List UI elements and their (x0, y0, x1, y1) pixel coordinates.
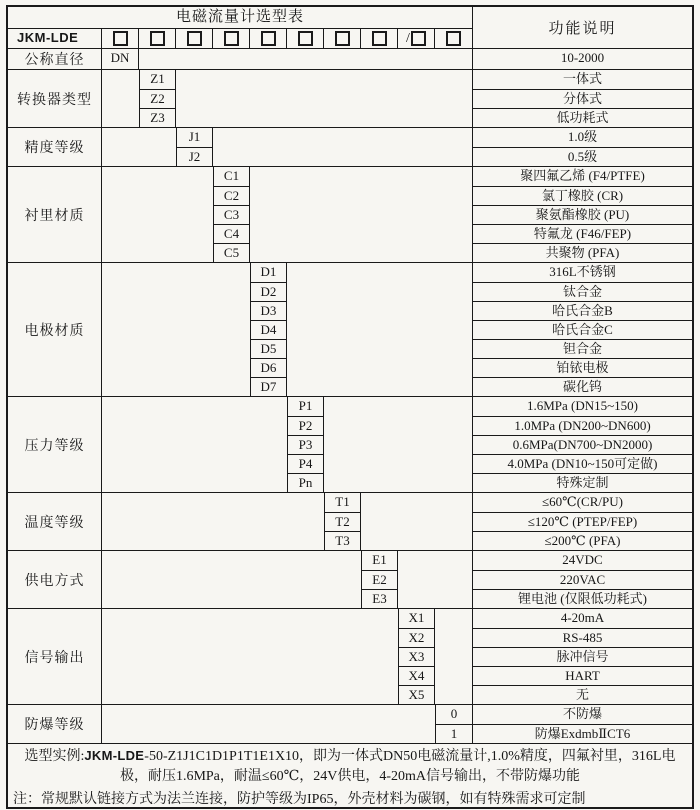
description-cell: 钛合金 (473, 282, 692, 301)
code-cell: P3 (288, 435, 323, 454)
code-cell: P2 (288, 416, 323, 435)
model-checkbox[interactable] (113, 31, 128, 46)
description-cell: 铂铱电极 (473, 358, 692, 377)
description-column (472, 551, 692, 608)
code-cell: E2 (362, 570, 397, 589)
header-left (8, 7, 472, 48)
code-column (250, 263, 287, 396)
description-cell: 防爆ExdmbⅡCT6 (473, 724, 692, 743)
merged-empty-cell (398, 551, 472, 608)
description-cell: 哈氏合金B (473, 301, 692, 320)
description-column (472, 49, 692, 69)
merged-empty-cell (213, 128, 472, 166)
description-cell: 4.0MPa (DN10~150可定做) (473, 454, 692, 473)
description-cell: 1.0MPa (DN200~DN600) (473, 416, 692, 435)
code-cell: T1 (335, 494, 350, 509)
code-cell: D3 (251, 301, 286, 320)
description-column (472, 705, 692, 743)
code-column (287, 397, 324, 492)
category-label: 精度等级 (8, 128, 102, 166)
function-description-header: 功能说明 (472, 7, 692, 48)
merged-empty-cell (102, 705, 435, 743)
description-cell: 316L不锈钢 (549, 264, 616, 279)
model-checkbox[interactable] (150, 31, 165, 46)
model-checkbox-cell (250, 29, 287, 48)
description-cell: 聚四氟乙烯 (F4/PTFE) (520, 168, 645, 183)
description-column (472, 128, 692, 166)
category-label: 衬里材质 (8, 167, 102, 262)
model-checkbox-cell (398, 29, 435, 48)
description-cell: RS-485 (473, 628, 692, 647)
description-cell: 4-20mA (560, 610, 605, 625)
code-column (398, 609, 435, 704)
description-column (472, 167, 692, 262)
description-cell: 钽合金 (473, 339, 692, 358)
description-column (472, 493, 692, 550)
code-cell: X1 (408, 610, 425, 625)
category-label: 温度等级 (8, 493, 102, 550)
description-cell: 0.5级 (473, 147, 692, 166)
category-label: 电极材质 (8, 263, 102, 396)
merged-empty-cell (102, 128, 176, 166)
model-checkbox[interactable] (411, 31, 426, 46)
description-cell: 共聚物 (PFA) (473, 243, 692, 262)
section-row-group (8, 704, 692, 743)
model-checkbox-cell (287, 29, 324, 48)
description-cell: 聚氨酯橡胶 (PU) (473, 205, 692, 224)
section-row-group (8, 69, 692, 127)
section-row-group (8, 396, 692, 492)
description-cell: 分体式 (473, 89, 692, 108)
merged-empty-cell (324, 397, 472, 492)
table-title: 电磁流量计选型表 (8, 7, 472, 29)
code-cell: J2 (177, 147, 212, 166)
code-cell: T2 (325, 512, 360, 531)
code-cell: P4 (288, 454, 323, 473)
merged-empty-cell (176, 70, 472, 127)
selection-sections (8, 48, 692, 743)
description-cell: 不防爆 (562, 706, 602, 721)
section-row-group (8, 608, 692, 704)
code-cell: E3 (362, 589, 397, 608)
description-cell: 24VDC (562, 552, 603, 567)
merged-empty-cell (361, 493, 472, 550)
code-column (435, 705, 472, 743)
description-cell: 无 (473, 685, 692, 704)
description-column (472, 263, 692, 396)
model-prefix-label: JKM-LDE (8, 29, 102, 48)
category-label: 防爆等级 (8, 705, 102, 743)
merged-empty-cell (102, 493, 324, 550)
example-text: -50-Z1J1C1D1P1T1E1X10，即为一体式DN50电磁流量计,1.0%精度，四氟衬里，316L电极，耐压1.6MPa，耐温≤60℃，24V供电，4-20mA信号输出，不带防爆功能 (119, 749, 676, 784)
code-cell: Z2 (140, 89, 175, 108)
model-checkbox[interactable] (187, 31, 202, 46)
code-column (176, 128, 213, 166)
description-cell: 1.6MPa (DN15~150) (526, 398, 639, 413)
code-column (361, 551, 398, 608)
model-checkbox-cell (435, 29, 472, 48)
merged-empty-cell (287, 263, 472, 396)
code-cell: D2 (251, 282, 286, 301)
code-cell: Pn (288, 473, 323, 492)
model-checkbox-cell (139, 29, 176, 48)
description-cell: 低功耗式 (473, 108, 692, 127)
code-cell: C3 (214, 205, 249, 224)
description-cell: ≤200℃ (PFA) (473, 531, 692, 550)
slash-separator: / (406, 30, 410, 46)
code-cell: J1 (188, 129, 201, 144)
description-cell: 特氟龙 (F46/FEP) (473, 224, 692, 243)
model-checkbox[interactable] (372, 31, 387, 46)
code-cell: D6 (251, 358, 286, 377)
model-checkbox-cell (324, 29, 361, 48)
code-cell: C1 (223, 168, 240, 183)
code-cell: X2 (399, 628, 434, 647)
code-cell: D4 (251, 320, 286, 339)
code-cell: X4 (399, 666, 434, 685)
model-checkbox[interactable] (446, 31, 461, 46)
selection-example (8, 743, 692, 788)
description-cell: 特殊定制 (473, 473, 692, 492)
description-cell: 锂电池 (仅限低功耗式) (473, 589, 692, 608)
section-row-group (8, 166, 692, 262)
description-cell: 0.6MPa(DN700~DN2000) (473, 435, 692, 454)
model-checkbox[interactable] (224, 31, 239, 46)
code-cell: D5 (251, 339, 286, 358)
merged-empty-cell (139, 49, 472, 69)
description-column (472, 70, 692, 127)
category-label: 供电方式 (8, 551, 102, 608)
selection-table (6, 5, 694, 809)
model-checkbox-cell (176, 29, 213, 48)
model-code-row (8, 29, 472, 48)
code-cell: P1 (298, 398, 313, 413)
code-cell: Z1 (150, 71, 165, 86)
merged-empty-cell (102, 609, 398, 704)
code-column (102, 49, 139, 69)
code-cell: DN (110, 50, 130, 65)
merged-empty-cell (102, 70, 139, 127)
code-cell: C2 (214, 186, 249, 205)
example-label: 选型实例: (24, 749, 85, 764)
category-label: 信号输出 (8, 609, 102, 704)
description-cell: 220VAC (473, 570, 692, 589)
code-cell: X5 (399, 685, 434, 704)
merged-empty-cell (435, 609, 472, 704)
model-checkbox[interactable] (335, 31, 350, 46)
code-column (139, 70, 176, 127)
code-column (213, 167, 250, 262)
section-row-group (8, 262, 692, 396)
merged-empty-cell (250, 167, 472, 262)
merged-empty-cell (102, 167, 213, 262)
model-checkbox-cell (102, 29, 139, 48)
description-cell: 脉冲信号 (473, 647, 692, 666)
code-column (324, 493, 361, 550)
section-row-group (8, 127, 692, 166)
description-cell: 碳化钨 (473, 377, 692, 396)
model-checkbox-strip (102, 29, 472, 48)
description-cell: HART (473, 666, 692, 685)
description-cell: 1.0级 (567, 129, 598, 144)
section-row-group (8, 48, 692, 69)
model-checkbox-cell (213, 29, 250, 48)
merged-empty-cell (102, 397, 287, 492)
example-model: JKM-LDE (84, 748, 145, 763)
description-column (472, 609, 692, 704)
description-cell: ≤60℃(CR/PU) (542, 494, 623, 509)
merged-empty-cell (102, 551, 361, 608)
model-checkbox[interactable] (261, 31, 276, 46)
code-cell: 0 (450, 706, 458, 721)
description-cell: ≤120℃ (PTEP/FEP) (473, 512, 692, 531)
category-label: 压力等级 (8, 397, 102, 492)
code-cell: X3 (399, 647, 434, 666)
footnote: 注：常规默认链接方式为法兰连接，防护等级为IP65，外壳材料为碳钢，如有特殊需求可定制 (13, 791, 586, 807)
category-label: 公称直径 (8, 49, 102, 69)
code-cell: D1 (260, 264, 277, 279)
description-cell: 10-2000 (560, 50, 605, 65)
code-cell: Z3 (140, 108, 175, 127)
code-cell: T3 (325, 531, 360, 550)
code-cell: 1 (436, 724, 472, 743)
model-checkbox[interactable] (298, 31, 313, 46)
section-row-group (8, 550, 692, 608)
table-header (8, 7, 692, 48)
description-cell: 氯丁橡胶 (CR) (473, 186, 692, 205)
model-checkbox-cell (361, 29, 398, 48)
description-cell: 哈氏合金C (473, 320, 692, 339)
merged-empty-cell (102, 263, 250, 396)
description-column (472, 397, 692, 492)
code-cell: C5 (214, 243, 249, 262)
section-row-group (8, 492, 692, 550)
code-cell: D7 (251, 377, 286, 396)
description-cell: 一体式 (562, 71, 602, 86)
category-label: 转换器类型 (8, 70, 102, 127)
code-cell: E1 (372, 552, 387, 567)
code-cell: C4 (214, 224, 249, 243)
